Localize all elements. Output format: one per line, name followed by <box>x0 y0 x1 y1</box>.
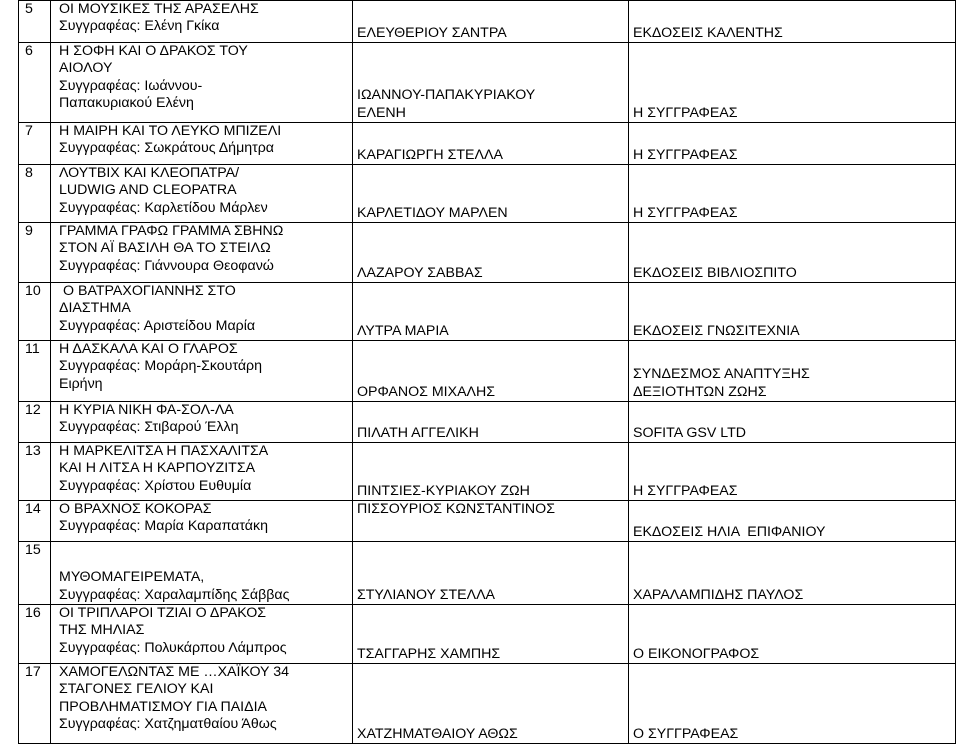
book-author: Συγγραφέας: Ελένη Γκίκα <box>59 18 220 35</box>
book-author: Ειρήνη <box>59 375 103 392</box>
book-cell <box>51 43 353 123</box>
book-cell <box>51 1 353 43</box>
publisher: Η ΣΥΓΓΡΑΦΕΑΣ <box>633 146 738 163</box>
publisher: Η ΣΥΓΓΡΑΦΕΑΣ <box>633 482 738 499</box>
book-author: Συγγραφέας: Γιάννουρα Θεοφανώ <box>59 257 274 274</box>
book-title: Η ΔΑΣΚΑΛΑ ΚΑΙ Ο ΓΛΑΡΟΣ <box>59 341 238 357</box>
books-table <box>18 0 956 744</box>
publisher-cell <box>629 223 956 283</box>
illustrator: ΚΑΡΛΕΤΙΔΟΥ ΜΑΡΛΕΝ <box>357 204 508 221</box>
table-row <box>19 43 956 123</box>
book-author: Συγγραφέας: Σωκράτους Δήμητρα <box>59 140 275 157</box>
illustrator-cell <box>353 443 629 501</box>
illustrator-cell <box>353 605 629 664</box>
book-author: Συγγραφέας: Μοράρη-Σκουτάρη <box>59 358 263 375</box>
book-cell <box>51 341 353 402</box>
row-number: 15 <box>19 542 51 605</box>
illustrator-cell <box>353 223 629 283</box>
book-cell <box>51 664 353 744</box>
book-title: ΤΗΣ ΜΗΛΙΑΣ <box>59 622 145 639</box>
table-row <box>19 223 956 283</box>
book-title: ΜΥΘΟΜΑΓΕΙΡΕΜΑΤΑ, <box>59 569 205 586</box>
book-title: ΣΤΟΝ ΑΪ ΒΑΣΙΛΗ ΘΑ ΤΟ ΣΤΕΙΛΩ <box>59 240 271 257</box>
book-cell <box>51 223 353 283</box>
illustrator-cell <box>353 341 629 402</box>
illustrator: ΟΡΦΑΝΟΣ ΜΙΧΑΛΗΣ <box>357 383 496 400</box>
book-cell <box>51 123 353 165</box>
publisher: ΕΚΔΟΣΕΙΣ ΓΝΩΣΙΤΕΧΝΙΑ <box>633 322 800 339</box>
publisher: ΔΕΞΙΟΤΗΤΩΝ ΖΩΗΣ <box>633 383 767 400</box>
illustrator: ΙΩΑΝΝΟΥ-ΠΑΠΑΚΥΡΙΑΚΟΥ <box>357 87 536 104</box>
book-title: ΧΑΜΟΓΕΛΩΝΤΑΣ ΜΕ …ΧΑΪΚΟΥ 34 <box>59 664 289 680</box>
illustrator: ΧΑΤΖΗΜΑΤΘΑΙΟΥ ΑΘΩΣ <box>357 725 518 742</box>
book-cell <box>51 283 353 341</box>
illustrator: ΛΑΖΑΡΟΥ ΣΑΒΒΑΣ <box>357 264 483 281</box>
book-cell <box>51 402 353 443</box>
illustrator-cell <box>353 501 629 542</box>
illustrator-cell <box>353 402 629 443</box>
illustrator: ΤΣΑΓΓΑΡΗΣ ΧΑΜΠΗΣ <box>357 645 501 662</box>
book-title: ΠΡΟΒΛΗΜΑΤΙΣΜΟΥ ΓΙΑ ΠΑΙΔΙΑ <box>59 698 267 715</box>
book-cell <box>51 443 353 501</box>
row-number: 8 <box>19 165 51 223</box>
book-title: Η ΜΑΙΡΗ ΚΑΙ ΤΟ ΛΕΥΚΟ ΜΠΙΖΕΛΙ <box>59 123 282 139</box>
publisher-cell <box>629 1 956 43</box>
publisher: ΕΚΔΟΣΕΙΣ ΒΙΒΛΙΟΣΠΙΤΟ <box>633 264 797 281</box>
book-author: Παπακυριακού Ελένη <box>59 95 194 112</box>
illustrator: ΚΑΡΑΓΙΩΡΓΗ ΣΤΕΛΛΑ <box>357 146 503 163</box>
illustrator-cell <box>353 1 629 43</box>
book-author: Συγγραφέας: Χατζηματθαίου Άθως <box>59 716 277 733</box>
book-title: ΚΑΙ Η ΛΙΤΣΑ Η ΚΑΡΠΟΥΖΙΤΣΑ <box>59 460 256 477</box>
book-author: Συγγραφέας: Αριστείδου Μαρία <box>59 317 256 334</box>
publisher-cell <box>629 341 956 402</box>
publisher-cell <box>629 443 956 501</box>
publisher: SOFITA GSV LTD <box>633 424 746 441</box>
row-number: 12 <box>19 402 51 443</box>
row-number: 10 <box>19 283 51 341</box>
illustrator-cell <box>353 123 629 165</box>
publisher-cell <box>629 43 956 123</box>
table-row <box>19 443 956 501</box>
book-title: Η ΜΑΡΚΕΛΙΤΣΑ Η ΠΑΣΧΑΛΙΤΣΑ <box>59 443 269 459</box>
book-title: Η ΣΟΦΗ ΚΑΙ Ο ΔΡΑΚΟΣ ΤΟΥ <box>59 43 248 59</box>
book-title: ΣΤΑΓΟΝΕΣ ΓΕΛΙΟΥ ΚΑΙ <box>59 681 214 698</box>
book-title: Ο ΒΑΤΡΑΧΟΓΙΑΝΝΗΣ ΣΤΟ <box>63 283 236 299</box>
book-author: Συγγραφέας: Ιωάννου- <box>59 77 203 94</box>
publisher-cell <box>629 542 956 605</box>
book-cell <box>51 501 353 542</box>
row-number: 13 <box>19 443 51 501</box>
book-title: ΟΙ ΜΟΥΣΙΚΕΣ ΤΗΣ ΑΡΑΣΕΛΗΣ <box>59 1 259 17</box>
publisher-cell <box>629 165 956 223</box>
publisher-cell <box>629 664 956 744</box>
book-author: Συγγραφέας: Πολυκάρπου Λάμπρος <box>59 639 287 656</box>
illustrator-cell <box>353 664 629 744</box>
illustrator: ΕΛΕΝΗ <box>357 104 406 121</box>
book-title: ΑΙΟΛΟΥ <box>59 60 113 77</box>
table-row <box>19 664 956 744</box>
publisher-cell <box>629 283 956 341</box>
illustrator-cell <box>353 283 629 341</box>
row-number: 11 <box>19 341 51 402</box>
table-row <box>19 542 956 605</box>
book-cell <box>51 165 353 223</box>
table-row <box>19 341 956 402</box>
publisher: ΣΥΝΔΕΣΜΟΣ ΑΝΑΠΤΥΞΗΣ <box>633 366 810 383</box>
table-row <box>19 123 956 165</box>
illustrator-cell <box>353 165 629 223</box>
book-title: ΛΟΥΤΒΙΧ ΚΑΙ ΚΛΕΟΠΑΤΡΑ/ <box>59 165 240 181</box>
publisher-cell <box>629 123 956 165</box>
illustrator: ΛΥΤΡΑ ΜΑΡΙΑ <box>357 322 449 339</box>
book-author: Συγγραφέας: Καρλετίδου Μάρλεν <box>59 199 268 216</box>
row-number: 16 <box>19 605 51 664</box>
row-number: 17 <box>19 664 51 744</box>
book-author: Συγγραφέας: Στιβαρού Έλλη <box>59 419 239 436</box>
book-title: Ο ΒΡΑΧΝΟΣ ΚΟΚΟΡΑΣ <box>59 501 212 517</box>
table-row <box>19 501 956 542</box>
table-row <box>19 402 956 443</box>
publisher: Ο ΕΙΚΟΝΟΓΡΑΦΟΣ <box>633 645 760 662</box>
book-cell <box>51 542 353 605</box>
table-row <box>19 283 956 341</box>
book-title: ΔΙΑΣΤΗΜΑ <box>59 300 131 317</box>
book-title: ΓΡΑΜΜΑ ΓΡΑΦΩ ΓΡΑΜΜΑ ΣΒΗΝΩ <box>59 223 284 239</box>
row-number: 14 <box>19 501 51 542</box>
publisher: ΧΑΡΑΛΑΜΠΙΔΗΣ ΠΑΥΛΟΣ <box>633 586 804 603</box>
table-row <box>19 165 956 223</box>
illustrator-cell <box>353 542 629 605</box>
book-title: LUDWIG AND CLEOPATRA <box>59 182 237 199</box>
publisher: Η ΣΥΓΓΡΑΦΕΑΣ <box>633 204 738 221</box>
book-cell <box>51 605 353 664</box>
publisher: ΕΚΔΟΣΕΙΣ ΚΑΛΕΝΤΗΣ <box>633 24 783 41</box>
illustrator: ΣΤΥΛΙΑΝΟΥ ΣΤΕΛΛΑ <box>357 586 496 603</box>
book-author: Συγγραφέας: Μαρία Καραπατάκη <box>59 518 268 535</box>
publisher-cell <box>629 605 956 664</box>
illustrator: ΠΙΛΑΤΗ ΑΓΓΕΛΙΚΗ <box>357 424 479 441</box>
publisher: Ο ΣΥΓΓΡΑΦΕΑΣ <box>633 725 739 742</box>
row-number: 7 <box>19 123 51 165</box>
illustrator: ΠΙΣΣΟΥΡΙΟΣ ΚΩΝΣΤΑΝΤΙΝΟΣ <box>357 501 555 517</box>
publisher: ΕΚΔΟΣΕΙΣ ΗΛΙΑ ΕΠΙΦΑΝΙΟΥ <box>633 523 826 540</box>
publisher-cell <box>629 501 956 542</box>
row-number: 5 <box>19 1 51 43</box>
row-number: 9 <box>19 223 51 283</box>
row-number: 6 <box>19 43 51 123</box>
illustrator: ΠΙΝΤΣΙΕΣ-ΚΥΡΙΑΚΟΥ ΖΩΗ <box>357 482 530 499</box>
illustrator-cell <box>353 43 629 123</box>
book-author: Συγγραφέας: Χαραλαμπίδης Σάββας <box>59 586 290 603</box>
book-author: Συγγραφέας: Χρίστου Ευθυμία <box>59 477 252 494</box>
publisher-cell <box>629 402 956 443</box>
publisher: Η ΣΥΓΓΡΑΦΕΑΣ <box>633 104 738 121</box>
illustrator: ΕΛΕΥΘΕΡΙΟΥ ΣΑΝΤΡΑ <box>357 24 507 41</box>
table-row <box>19 1 956 43</box>
book-title: ΟΙ ΤΡΙΠΛΑΡΟΙ ΤΖΙΑΙ Ο ΔΡΑΚΟΣ <box>59 605 267 621</box>
table-row <box>19 605 956 664</box>
book-title: Η ΚΥΡΙΑ ΝΙΚΗ ΦΑ-ΣΟΛ-ΛΑ <box>59 402 234 418</box>
